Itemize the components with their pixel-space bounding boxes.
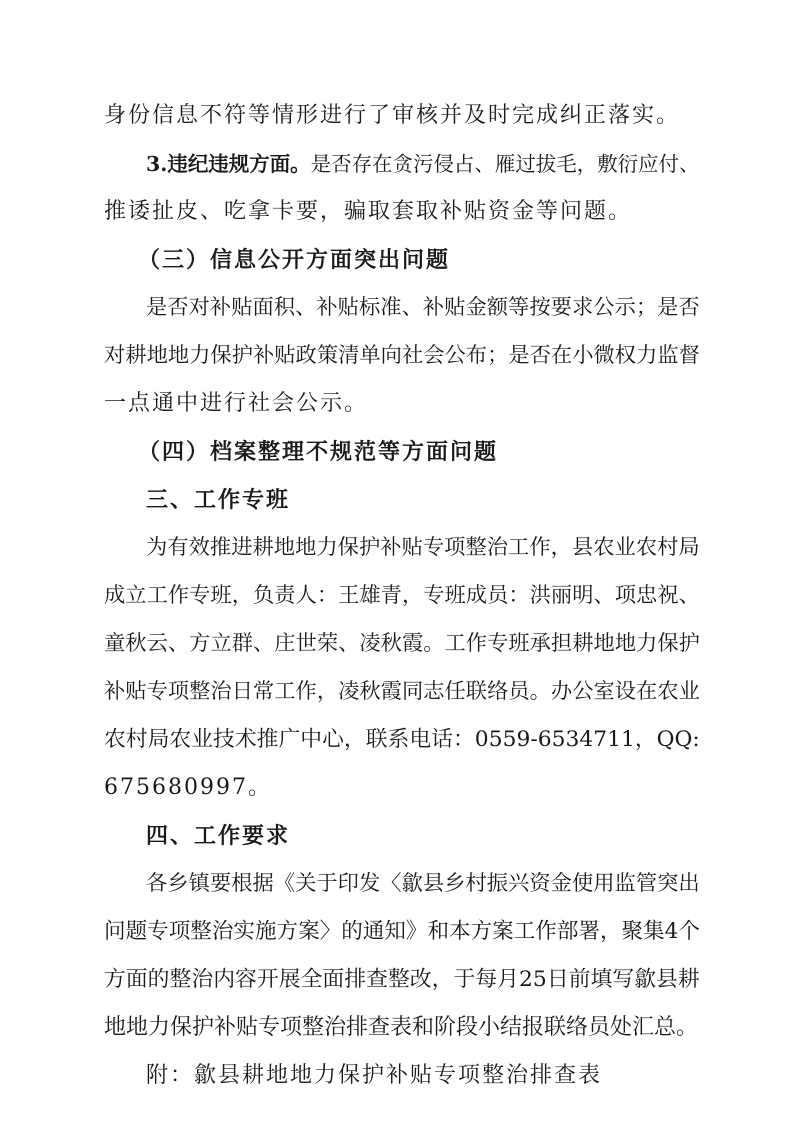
part-3-line-1: 为有效推进耕地地力保护补贴专项整治工作，县农业农村局 xyxy=(146,535,700,560)
part-3-line-4: 补贴专项整治日常工作，凌秋霞同志任联络员。办公室设在农业 xyxy=(104,679,700,704)
part-3-heading: 三、工作专班 xyxy=(146,487,291,513)
part-4-line-1: 各乡镇要根据《关于印发〈歙县乡村振兴资金使用监管突出 xyxy=(146,871,700,896)
part-3-line-5: 农村局农业技术推广中心，联系电话：0559-6534711，QQ: xyxy=(104,727,700,752)
attachment-line: 附：歙县耕地地力保护补贴专项整治排查表 xyxy=(146,1063,603,1088)
paragraph-2-line-1 xyxy=(146,150,700,178)
paragraph-1-line-1: 身份信息不符等情形进行了审核并及时完成纠正落实。 xyxy=(104,103,681,128)
part-3-line-6: 675680997。 xyxy=(104,775,272,800)
section-3-line-3: 一点通中进行社会公示。 xyxy=(104,391,369,416)
part-3-line-3: 童秋云、方立群、庄世荣、凌秋霞。工作专班承担耕地地力保护 xyxy=(104,631,700,656)
paragraph-2-lead: 3.违纪违规方面。 xyxy=(146,152,311,176)
part-4-line-4: 地地力保护补贴专项整治排查表和阶段小结报联络员处汇总。 xyxy=(104,1015,699,1040)
paragraph-2-line-1-rest: 是否存在贪污侵占、雁过拔毛，敷衍应付、 xyxy=(310,152,700,176)
section-3-heading: （三）信息公开方面突出问题 xyxy=(138,247,451,273)
part-4-heading: 四、工作要求 xyxy=(146,823,291,849)
paragraph-2-line-2: 推诿扯皮、吃拿卡要，骗取套取补贴资金等问题。 xyxy=(104,199,633,224)
part-4-line-3: 方面的整治内容开展全面排查整改，于每月25日前填写歙县耕 xyxy=(104,967,700,992)
section-3-line-2: 对耕地地力保护补贴政策清单向社会公布；是否在小微权力监督 xyxy=(104,343,700,368)
section-4-heading: （四）档案整理不规范等方面问题 xyxy=(138,439,499,465)
part-3-line-2: 成立工作专班，负责人：王雄青，专班成员：洪丽明、项忠祝、 xyxy=(104,583,700,608)
part-4-line-2: 问题专项整治实施方案〉的通知》和本方案工作部署，聚集4个 xyxy=(104,919,700,944)
section-3-line-1: 是否对补贴面积、补贴标准、补贴金额等按要求公示；是否 xyxy=(146,295,700,320)
